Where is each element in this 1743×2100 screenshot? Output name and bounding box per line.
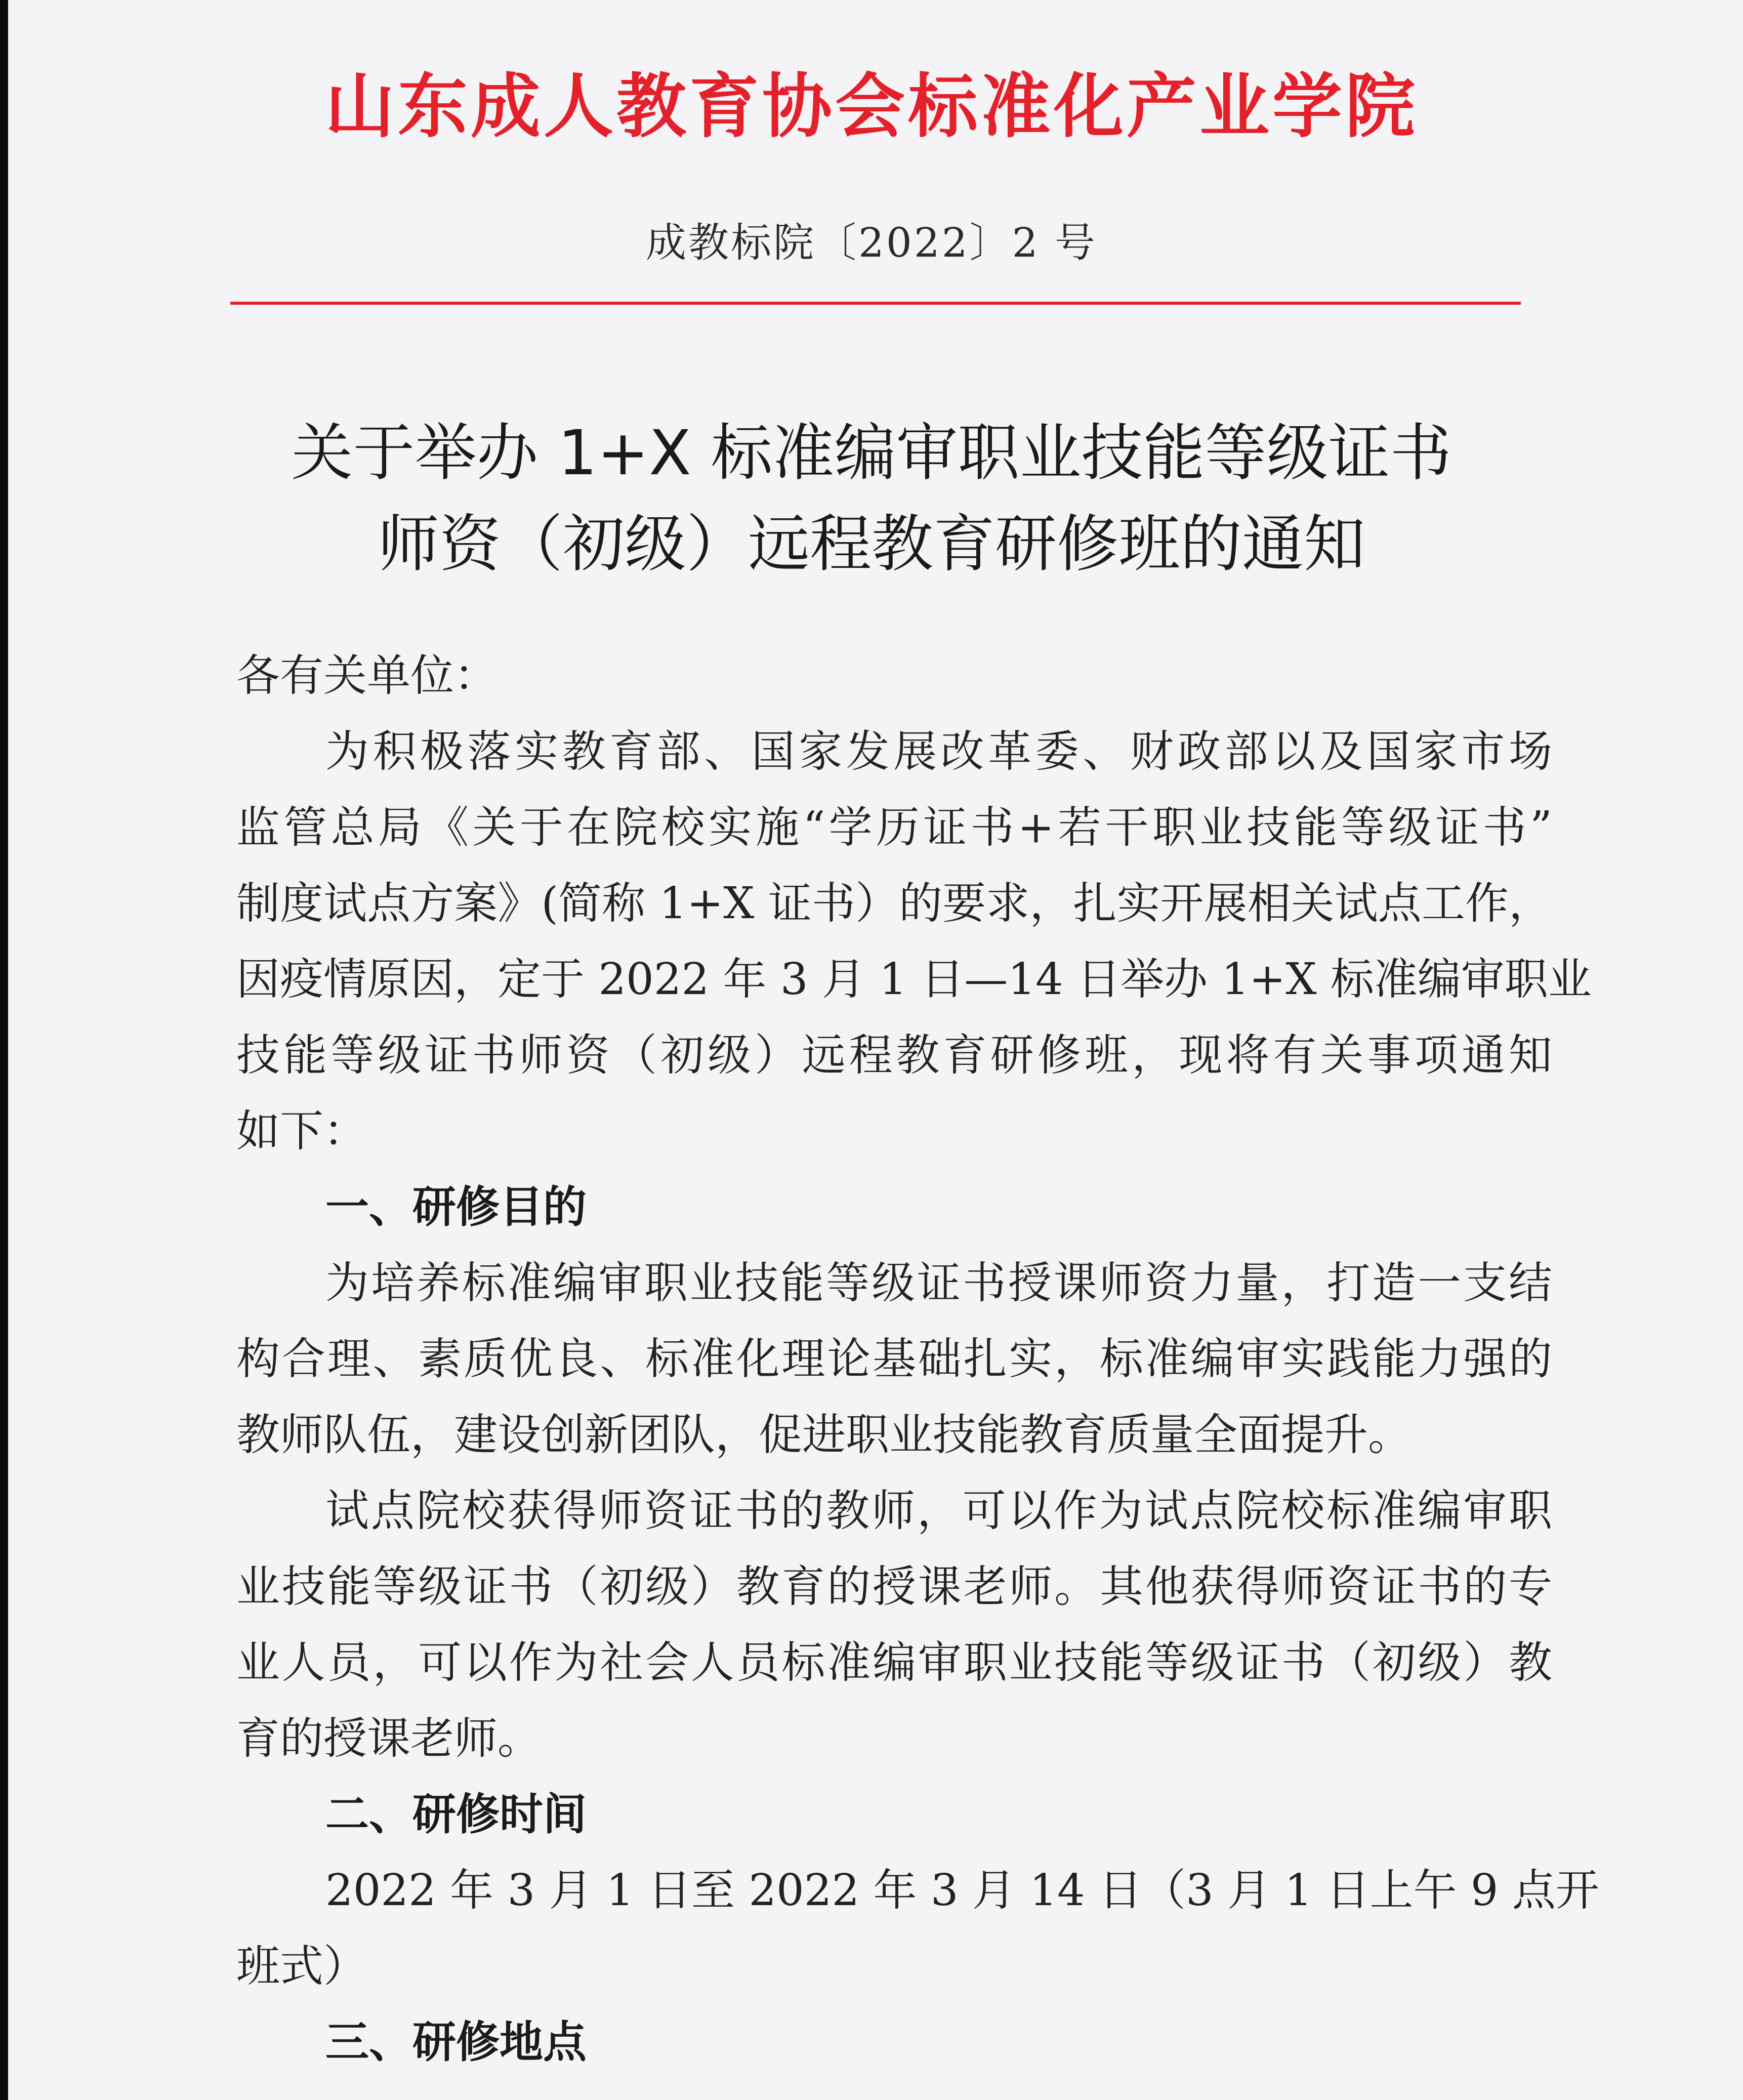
header-divider <box>230 302 1521 305</box>
section-heading-purpose: 一、研修目的 <box>325 1182 587 1232</box>
paragraph-line: 班式） <box>236 1941 367 1992</box>
section-heading-location: 三、研修地点 <box>325 2017 587 2068</box>
intro-line: 为积极落实教育部、国家发展改革委、财政部以及国家市场 <box>325 726 1552 777</box>
paragraph-line: 为培养标准编审职业技能等级证书授课师资力量，打造一支结 <box>325 1258 1552 1308</box>
paragraph-line: 2022 年 3 月 1 日至 2022 年 3 月 14 日（3 月 1 日上午 9 点开 <box>325 1865 1599 1916</box>
notice-title-line-1: 关于举办 1+X 标准编审职业技能等级证书 <box>291 417 1452 489</box>
paragraph-line: 业人员，可以作为社会人员标准编审职业技能等级证书（初级）教 <box>236 1637 1552 1688</box>
paragraph-line: 试点院校获得师资证书的教师，可以作为试点院校标准编审职 <box>325 1486 1552 1536</box>
intro-line: 制度试点方案》(简称 1+X 证书）的要求，扎实开展相关试点工作， <box>236 878 1552 929</box>
paragraph-line: 教师队伍，建设创新团队，促进职业技能教育质量全面提升。 <box>236 1410 1412 1460</box>
scan-edge <box>0 0 8 2100</box>
intro-line: 如下： <box>236 1106 367 1157</box>
organization-title: 山东成人教育协会标准化产业学院 <box>324 65 1418 147</box>
notice-title-line-2: 师资（初级）远程教育研修班的通知 <box>378 508 1365 580</box>
salutation: 各有关单位： <box>236 650 497 701</box>
section-heading-time: 二、研修时间 <box>325 1789 587 1840</box>
document-number: 成教标院〔2022〕2 号 <box>646 219 1097 266</box>
paragraph-line: 业技能等级证书（初级）教育的授课老师。其他获得师资证书的专 <box>236 1561 1552 1612</box>
intro-line: 因疫情原因，定于 2022 年 3 月 1 日—14 日举办 1+X 标准编审职业 <box>236 954 1592 1005</box>
intro-line: 监管总局《关于在院校实施“学历证书+若干职业技能等级证书” <box>236 802 1552 853</box>
paragraph-line: 构合理、素质优良、标准化理论基础扎实，标准编审实践能力强的 <box>236 1334 1552 1384</box>
paragraph-line: 育的授课老师。 <box>236 1713 541 1764</box>
intro-line: 技能等级证书师资（初级）远程教育研修班，现将有关事项通知 <box>236 1030 1552 1081</box>
